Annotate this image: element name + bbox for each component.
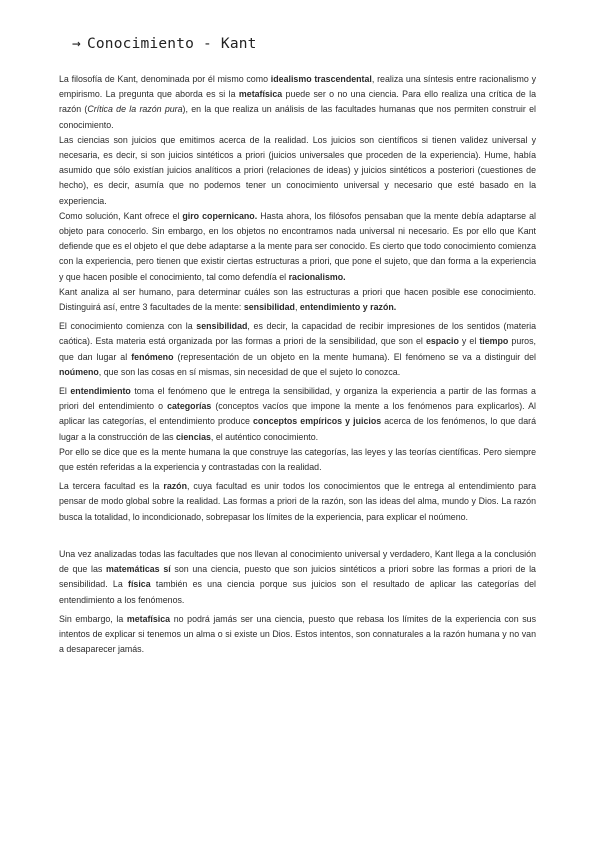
arrow-icon: →: [72, 36, 81, 52]
text-run: ), en la que realiza un análisis de las facultades humanas que nos permiten construir el conocimiento.: [59, 104, 536, 130]
paragraph-conclusion-ciencias: [59, 547, 536, 608]
bold-term: espacio: [425, 336, 459, 347]
bold-term: metafísica: [126, 613, 171, 624]
paragraph-giro-copernicano: [59, 209, 536, 285]
bold-term: noúmeno: [59, 366, 99, 377]
text-run: ,: [294, 302, 300, 313]
page-title: [72, 36, 257, 52]
bold-term: conceptos empíricos y juicios: [253, 416, 382, 427]
bold-term: sí: [163, 564, 171, 575]
paragraph-entendimiento: [59, 384, 536, 445]
paragraph-intro: [59, 72, 536, 133]
text-run: Sin embargo, la: [59, 613, 127, 624]
text-run: , realiza una síntesis entre racionalismo y empirismo. La pregunta que aborda es si la: [59, 74, 536, 100]
text-run: , que son las cosas en sí mismas, sin necesidad de que el sujeto lo conozca.: [98, 366, 401, 377]
text-run: , cuya facultad es unir todos los conocimientos que le entrega al entendimiento para pensar de modo global sobre la realidad. Las formas a priori de la razón, son las ideas del alma, mundo y Dios. La razón busca la totalidad, lo incondicionado, sobrepasar los límites de la experiencia, para explicar el noúmeno.: [59, 481, 536, 522]
bold-term: sensibilidad: [243, 302, 295, 313]
text-run: El conocimiento comienza con la: [59, 321, 197, 332]
text-run: Por ello se dice que es la mente humana la que construye las categorías, las leyes y las teorías científicas. Pero siempre que estén referidas a la experiencia y contrastadas con la realidad.: [59, 446, 536, 473]
text-run: acerca de los fenómenos, lo que dará lugar a la construcción de las: [59, 416, 536, 442]
paragraph-facultades: [59, 285, 536, 315]
text-run: (conceptos vacíos que impone la mente a los fenómenos para explicarlos). Al aplicar las categorías, el entendimiento produce: [59, 401, 537, 427]
bold-term: matemáticas: [106, 564, 160, 575]
bold-term: tiempo: [479, 336, 509, 347]
bold-term: fenómeno: [131, 351, 174, 362]
text-run: Como solución, Kant ofrece el: [59, 210, 183, 221]
text-run: puede ser o no una ciencia. Para ello realiza una crítica de la razón (: [59, 89, 536, 115]
bold-term: idealismo trascendental: [270, 74, 372, 84]
text-run: , es decir, la capacidad de recibir impresiones de los sentidos (materia caótica). Esta materia está organizada por las formas a priori de la sensibilidad, que son el: [59, 321, 536, 347]
bold-term: sensibilidad: [196, 321, 248, 332]
bold-term: giro copernicano.: [182, 210, 258, 221]
text-run: , el auténtico conocimiento.: [210, 431, 319, 442]
bold-term: entendimiento: [70, 386, 131, 397]
text-run: también es una ciencia porque sus juicios son el resultado de aplicar las categorías del entendimiento a los fenómenos.: [59, 579, 536, 605]
text-run: puros, que dan lugar al: [59, 336, 536, 362]
text-run: La tercera facultad es la: [59, 481, 164, 492]
paragraph-sensibilidad: [59, 319, 536, 380]
paragraph-mente-humana: [59, 445, 536, 475]
text-run: son una ciencia, puesto que son juicios sintéticos a priori sobre las formas a priori de la sensibilidad. La: [59, 564, 536, 590]
text-run: toma el fenómeno que le entrega la sensibilidad, y organiza la experiencia a partir de las formas a priori del entendimiento o: [59, 386, 536, 412]
paragraph-razon: [59, 479, 536, 525]
document-body: [59, 72, 536, 657]
text-run: Las ciencias son juicios que emitimos acerca de la realidad. Los juicios son científicos si tienen validez universal y necesaria, es decir, si son juicios sintéticos a priori (juicios universales que proceden de la experiencia). Hume, había asumido que sólo existían juicios analíticos a priori (relaciones de ideas) y juicios sintéticos a posteriori (cuestiones de hecho), es decir, asumía que no podemos tener un conocimiento universal y necesario que esté basado en la experiencia.: [59, 134, 536, 206]
bold-term: racionalismo.: [288, 271, 346, 282]
text-run: (representación de un objeto en la mente humana). El fenómeno se va a distinguir del: [173, 351, 536, 362]
text-run: Kant analiza al ser humano, para determinar cuáles son las estructuras a priori que hacen posible ese conocimiento. Distinguirá así, entre 3 facultades de la mente:: [59, 286, 536, 313]
page-title-text: Conocimiento - Kant: [86, 36, 257, 52]
bold-term: razón: [163, 481, 187, 492]
text-run: no podrá jamás ser una ciencia, puesto que rebasa los límites de la experiencia con sus intentos de explicar si tenemos un alma o si existe un Dios. Estos intentos, son connaturales a la razón humana y no van a desaparecer jamás.: [59, 613, 537, 655]
text-run: El: [59, 386, 71, 397]
italic-title: Crítica de la razón pura: [87, 104, 183, 115]
bold-term: física: [128, 579, 151, 590]
text-run: La filosofía de Kant, denominada por él mismo como: [59, 74, 271, 84]
paragraph-juicios: [59, 133, 536, 209]
text-run: Una vez analizadas todas las facultades que nos llevan al conocimiento universal y verdadero, Kant llega a la conclusión de que las: [59, 548, 536, 575]
bold-term: categorías: [167, 401, 212, 412]
paragraph-conclusion-metafisica: [59, 612, 536, 658]
text-run: y el: [458, 336, 480, 347]
bold-term: ciencias: [176, 431, 211, 442]
text-run: Hasta ahora, los filósofos pensaban que la mente debía adaptarse al objeto para conocerlo. Sin embargo, en los objetos no encontramos nada universal ni necesario. Es por ello que Kant defiende que es el objeto el que debe adaptarse a la mente para ser conocido. Es cierto que todo conocimiento comienza con la experiencia, pero tienen que existir ciertas estructuras a priori, que pone el sujeto, que dan forma a la experiencia y que hacen posible el conocimiento, tal como defendía el: [59, 210, 537, 282]
bold-term: entendimiento y razón.: [299, 302, 397, 313]
bold-term: metafísica: [238, 89, 283, 100]
